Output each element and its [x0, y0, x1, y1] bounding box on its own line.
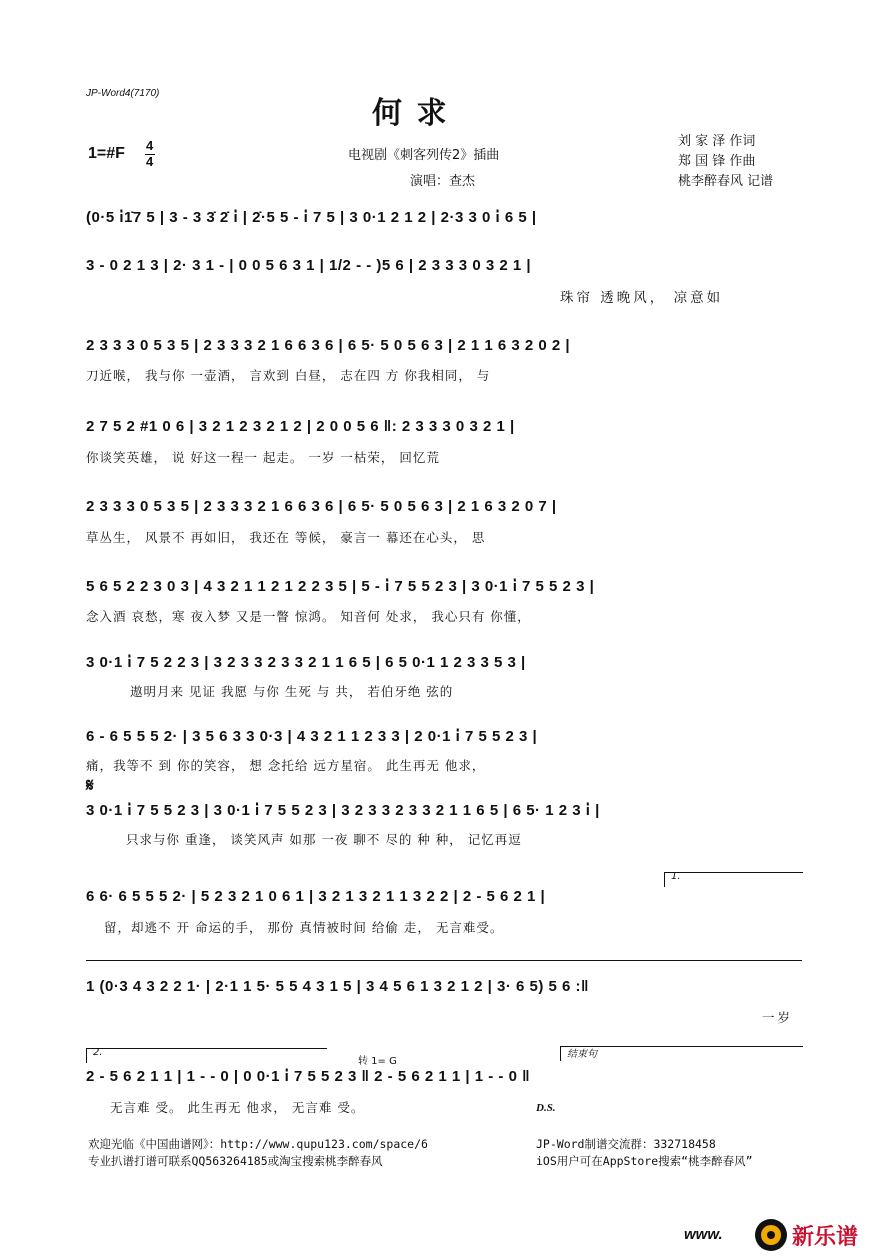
score-row-10-notes: 6 6· 6 5 5 5 2· | 5 2 3 2 1 0 6 1 | 3 2 1 3 2 1 1 3 2 2 | 2 - 5 6 2 1 | — [86, 888, 546, 905]
score-row-3-lyrics: 刀近喉， 我与你 一壶酒， 言欢到 白昼， 志在四 方 你我相同， 与 — [86, 368, 491, 383]
volta-1-label: 1. — [671, 871, 681, 882]
score-row-11-notes: 1 (0·3 4 3 2 2 1· | 2·1 1 5· 5 5 4 3 1 5 | 3 4 5 6 1 3 2 1 2 | 3· 6 5) 5 6 :‖ — [86, 978, 589, 995]
modulation-mark: 转 1= G — [358, 1056, 397, 1067]
song-title: 何 求 — [372, 96, 449, 131]
segno-mark: 𝄋 — [86, 775, 94, 796]
performer: 演唱：查杰 — [410, 174, 476, 189]
footer-left-line-1: 欢迎光临《中国曲谱网》：http://www.qupu123.com/space/6 — [88, 1137, 428, 1151]
score-row-7-notes: 3 0·1 i̇ 7 5 2 2 3 | 3 2 3 3 2 3 3 2 1 1 6 5 | 6 5 0·1 1 2 3 3 5 3 | — [86, 654, 526, 671]
composer: 郑 国 锋 作曲 — [678, 154, 756, 169]
volta-2-bracket — [86, 1048, 327, 1063]
subtitle: 电视剧《刺客列传2》插曲 — [348, 148, 500, 163]
footer-left-line-2: 专业扒谱打谱可联系QQ563264185或淘宝搜索桃李醉春风 — [88, 1154, 383, 1168]
footer-right-line-1: JP-Word制谱交流群：332718458 — [536, 1137, 716, 1151]
score-row-8-lyrics: 痛，我等不 到 你的笑容， 想 念托给 远方星宿。 此生再无 他求， — [86, 758, 486, 773]
score-row-9-notes: 3 0·1 i̇ 7 5 5 2 3 | 3 0·1 i̇ 7 5 5 2 3 | 3 2 3 3 2 3 3 2 1 1 6 5 | 6 5· 1 2 3 i̇ | — [86, 802, 600, 819]
transcriber: 桃李醉春风 记谱 — [678, 174, 774, 189]
key-signature: 1=#F — [88, 145, 125, 162]
lyricist: 刘 家 泽 作词 — [678, 134, 756, 149]
score-row-5-notes: 2 3 3 3 0 5 3 5 | 2 3 3 3 2 1 6 6 3 6 | 6 5· 5 0 5 6 3 | 2 1 6 3 2 0 7 | — [86, 498, 557, 515]
footer-right-line-2: iOS用户可在AppStore搜索“桃李醉春风” — [536, 1154, 753, 1168]
score-row-6-notes: 5 6 5 2 2 3 0 3 | 4 3 2 1 1 2 1 2 2 3 5 | 5 - i̇ 7 5 5 2 3 | 3 0·1 i̇ 7 5 5 2 3 | — [86, 578, 595, 595]
score-row-1-notes: (0·5 i̇1̇7 5 | 3 - 3 3̇ 2̇ i̇ | 2̇·5 5 - i̇ 7 5 | 3 0·1 2 1 2 | 2·3 3 0 i̇ 6 5 | — [86, 209, 537, 226]
score-row-12-notes: 2 - 5 6 2 1 1 | 1 - - 0 | 0 0·1 i̇ 7 5 5 2 3 ‖ 2 - 5 6 2 1 1 | 1 - - 0 ‖ — [86, 1068, 531, 1085]
score-row-9-lyrics: 只求与你 重逢， 谈笑风声 如那 一夜 聊不 尽的 种 种， 记忆再逗 — [126, 832, 522, 847]
score-row-11-lyrics: 一岁 — [762, 1010, 794, 1025]
watermark-brand: 新乐谱 — [792, 1225, 859, 1250]
ds-mark: D.S. — [536, 1102, 556, 1114]
volta-2-label: 2. — [93, 1047, 103, 1058]
ending-label: 结束句 — [567, 1049, 597, 1060]
score-row-2-lyrics: 珠帘 透晚风， 凉意如 — [560, 290, 724, 306]
watermark-url: www. — [684, 1226, 723, 1243]
score-row-4-notes: 2 7 5 2 #1 0 6 | 3 2 1 2 3 2 1 2 | 2 0 0 5 6 ‖: 2 3 3 3 0 3 2 1 | — [86, 418, 515, 435]
score-row-5-lyrics: 草丛生， 风景不 再如旧， 我还在 等候， 豪言一 幕还在心头， 思 — [86, 530, 486, 545]
volta-1-bracket — [664, 872, 803, 887]
volta-1-continuation — [86, 960, 802, 961]
score-row-6-lyrics: 念入酒 哀愁，寒 夜入梦 又是一瞥 惊鸿。 知音何 处求， 我心只有 你懂， — [86, 609, 531, 624]
software-label: JP-Word4(7170) — [86, 88, 160, 99]
score-row-10-lyrics: 留，却逃不 开 命运的手， 那份 真情被时间 给偷 走， 无言难受。 — [104, 920, 504, 935]
watermark-logo-icon — [754, 1218, 788, 1252]
ending-bracket — [560, 1046, 803, 1061]
time-signature-top: 4 — [146, 138, 154, 153]
score-row-7-lyrics: 遨明月来 见证 我愿 与你 生死 与 共， 若伯牙绝 弦的 — [130, 684, 454, 699]
score-row-3-notes: 2 3 3 3 0 5 3 5 | 2 3 3 3 2 1 6 6 3 6 | 6 5· 5 0 5 6 3 | 2 1 1 6 3 2 0 2 | — [86, 337, 571, 354]
score-row-4-lyrics: 你谈笑英雄， 说 好这一程一 起走。 一岁 一枯荣， 回忆荒 — [86, 450, 440, 465]
time-signature-bottom: 4 — [146, 154, 154, 169]
score-row-2-notes: 3 - 0 2 1 3 | 2· 3 1 - | 0 0 5 6 3 1 | 1/2 - - )5 6 | 2 3 3 3 0 3 2 1 | — [86, 257, 532, 274]
score-row-8-notes: 6 - 6 5 5 5 2· | 3 5 6 3 3 0·3 | 4 3 2 1 1 2 3 3 | 2 0·1 i̇ 7 5 5 2 3 | — [86, 728, 538, 745]
score-row-12-lyrics: 无言难 受。 此生再无 他求， 无言难 受。 — [110, 1100, 365, 1115]
